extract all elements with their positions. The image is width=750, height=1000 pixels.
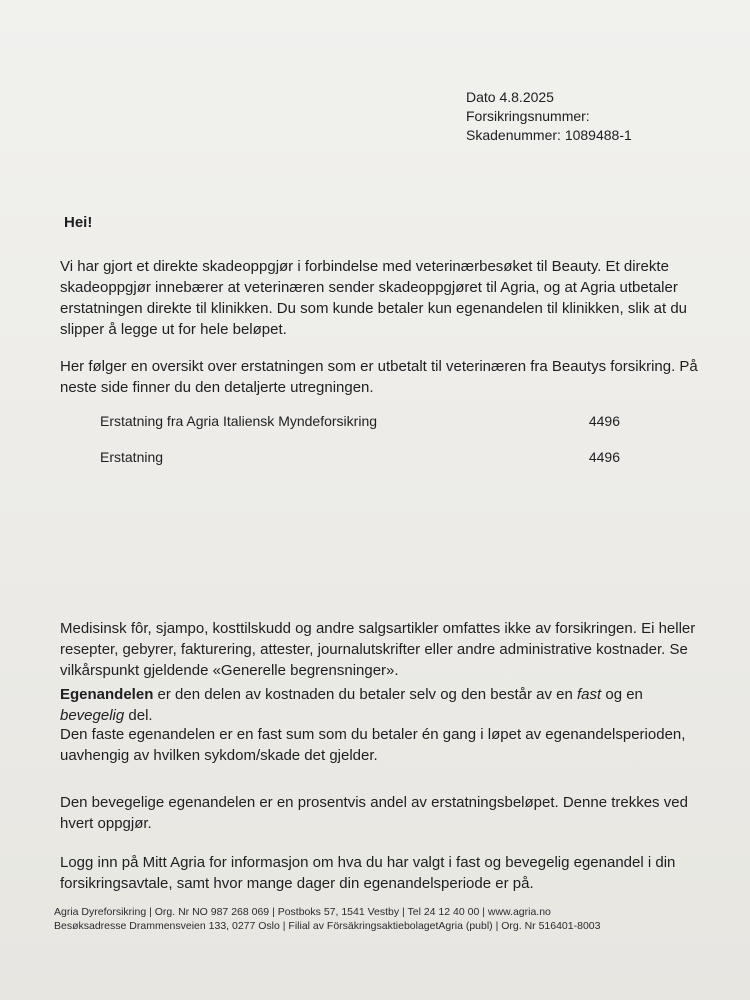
- footer-line: Agria Dyreforsikring | Org. Nr NO 987 268 069 | Postboks 57, 1541 Vestby | Tel 24 12 40 00 | www.agria.no: [54, 906, 551, 918]
- policy-number: Forsikringsnummer:: [466, 108, 590, 124]
- footer-line: Besøksadresse Drammensveien 133, 0277 Oslo | Filial av FörsäkringsaktiebolagetAgria (publ) | Org. Nr 516401-8003: [54, 920, 601, 932]
- compensation-amount: 4496: [588, 413, 620, 429]
- compensation-row: [100, 413, 620, 429]
- login-info-paragraph: Logg inn på Mitt Agria for informasjon om hva du har valgt i fast og bevegelig egenandel i din forsikringsavtale, samt hvor mange dager din egenandelsperiode er på.: [60, 854, 676, 892]
- letter-footer: [54, 905, 674, 933]
- deductible-paragraph: [60, 684, 710, 726]
- overview-paragraph: Her følger en oversikt over erstatningen som er utbetalt til veterinæren fra Beautys forsikring. På neste side finner du den detaljerte utregningen.: [60, 358, 698, 396]
- deductible-term: Egenandelen: [60, 686, 154, 703]
- claim-number: Skadenummer: 1089488-1: [466, 127, 632, 143]
- compensation-label: Erstatning fra Agria Italiensk Myndeforsikring: [100, 413, 378, 429]
- fixed-deductible-paragraph: Den faste egenandelen er en fast sum som du betaler én gang i løpet av egenandelsperioden, uavhengig av hvilken sykdom/skade det gjelder.: [60, 726, 686, 764]
- greeting: Hei!: [64, 214, 93, 231]
- compensation-amount: 4496: [588, 449, 620, 465]
- deductible-text: er den delen av kostnaden du betaler selv og den består av en: [153, 686, 577, 703]
- letter-meta: [466, 88, 632, 145]
- deductible-text: og en: [601, 686, 643, 703]
- deductible-fixed: fast: [577, 686, 602, 703]
- compensation-label: Erstatning: [100, 449, 164, 465]
- intro-paragraph: Vi har gjort et direkte skadeoppgjør i forbindelse med veterinærbesøket til Beauty. Et direkte skadeoppgjør innebærer at veterinæren sender skadeoppgjøret til Agria, og at Agria utbetaler erstatningen direkte til klinikken. Du som kunde betaler kun egenandelen til klinikken, slik at du slipper å legge ut for hele beløpet.: [60, 258, 688, 338]
- deductible-variable: bevegelig: [60, 707, 125, 724]
- deductible-text: del.: [124, 707, 153, 724]
- letter-date: Dato 4.8.2025: [466, 89, 554, 105]
- variable-deductible-paragraph: Den bevegelige egenandelen er en prosentvis andel av erstatningsbeløpet. Denne trekkes ved hvert oppgjør.: [60, 794, 688, 832]
- compensation-row: [100, 449, 620, 465]
- exclusions-paragraph: Medisinsk fôr, sjampo, kosttilskudd og andre salgsartikler omfattes ikke av forsikringen. Ei heller resepter, gebyrer, fakturering, attester, journalutskrifter eller andre administrative kostnader. Se vilkårspunkt gjeldende «Generelle begrensninger».: [60, 620, 696, 679]
